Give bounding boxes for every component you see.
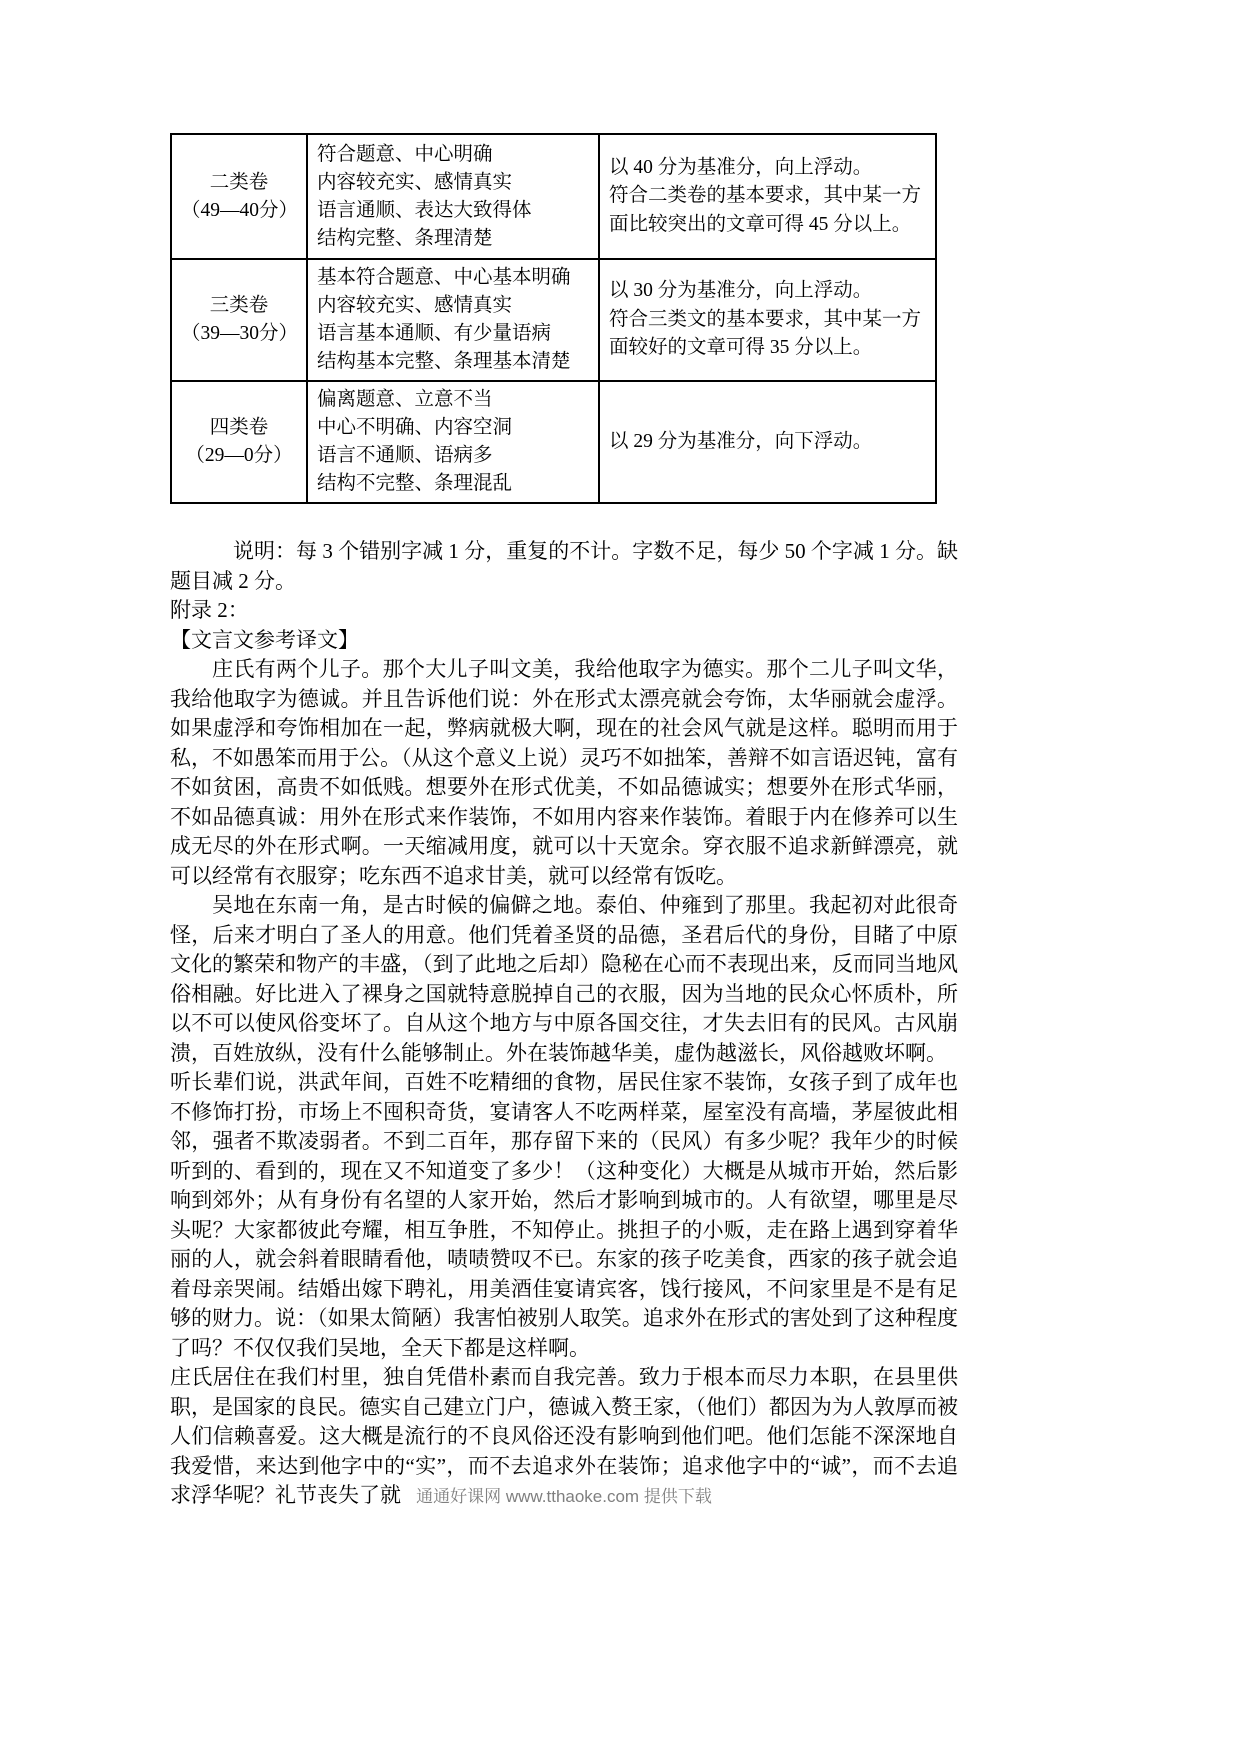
grade-cell xyxy=(171,381,307,503)
table-row-grade4 xyxy=(171,381,936,503)
translation-paragraph-4: 庄氏居住在我们村里，独自凭借朴素而自我完善。致力于根本而尽力本职，在县里供职，是国家的良民。德实自己建立门户，德诚入赘王家，（他们）都因为为人敦厚而被人们信赖喜爱。这大概是流行的不良风俗还没有影响到他们吧。他们怎能不深深地自我爱惜，来达到他字中的“实”，而不去追求外在装饰；追求他字中的“诚”，而不去追求浮华呢？礼节丧失了就 xyxy=(170,1365,958,1507)
scoring-cell xyxy=(599,259,936,381)
scoring-line: 以 30 分为基准分，向上浮动。 xyxy=(609,280,873,302)
translation-paragraph-2: 吴地在东南一角，是古时候的偏僻之地。泰伯、仲雍到了那里。我起初对此很奇怪，后来才明白了圣人的用意。他们凭着圣贤的品德，圣君后代的身份，目睹了中原文化的繁荣和物产的丰盛，（到了此地之后却）隐秘在心而不表现出来，反而同当地风俗相融。好比进入了裸身之国就特意脱掉自己的衣服，因为当地的民众心怀质朴，所以不可以使风俗变坏了。自从这个地方与中原各国交往，才失去旧有的民风。古风崩溃，百姓放纵，没有什么能够制止。外在装饰越华美，虚伪越滋长，风俗越败坏啊。 xyxy=(170,893,958,1065)
grading-rubric-table xyxy=(170,133,937,504)
scoring-line: 以 29 分为基准分，向下浮动。 xyxy=(609,430,873,452)
translation-paragraph-3: 听长辈们说，洪武年间，百姓不吃精细的食物，居民住家不装饰，女孩子到了成年也不修饰打扮，市场上不囤积奇货，宴请客人不吃两样菜，屋室没有高墙，茅屋彼此相邻，强者不欺凌弱者。不到二百年，那存留下来的（民风）有多少呢？我年少的时候听到的、看到的，现在又不知道变了多少！（这种变化）大概是从城市开始，然后影响到郊外；从有身份有名望的人家开始，然后才影响到城市的。人有欲望，哪里是尽头呢？大家都彼此夸耀，相互争胜，不知停止。挑担子的小贩，走在路上遇到穿着华丽的人，就会斜着眼睛看他，啧啧赞叹不已。东家的孩子吃美食，西家的孩子就会追着母亲哭闹。结婚出嫁下聘礼，用美酒佳宴请宾客，饯行接风，不问家里是不是有足够的财力。说：（如果太简陋）我害怕被别人取笑。追求外在形式的害处到了这种程度了吗？不仅仅我们吴地，全天下都是这样啊。 xyxy=(170,1070,958,1360)
criteria-cell xyxy=(307,134,599,259)
table-row-grade2 xyxy=(171,134,936,259)
translation-paragraph-1: 庄氏有两个儿子。那个大儿子叫文美，我给他取字为德实。那个二儿子叫文华，我给他取字为德诚。并且告诉他们说：外在形式太漂亮就会夸饰，太华丽就会虚浮。如果虚浮和夸饰相加在一起，弊病就极大啊，现在的社会风气就是这样。聪明而用于私，不如愚笨而用于公。（从这个意义上说）灵巧不如拙笨，善辩不如言语迟钝，富有不如贫困，高贵不如低贱。想要外在形式优美，不如品德诚实；想要外在形式华丽，不如品德真诚：用外在形式来作装饰，不如用内容来作装饰。着眼于内在修养可以生成无尽的外在形式啊。一天缩减用度，就可以十天宽余。穿衣服不追求新鲜漂亮，就可以经常有衣服穿；吃东西不追求甘美，就可以经常有饭吃。 xyxy=(170,657,958,888)
criteria-line: 语言不通顺、语病多 xyxy=(317,445,493,466)
criteria-line: 偏离题意、立意不当 xyxy=(317,389,493,410)
criteria-line: 内容较充实、感情真实 xyxy=(317,171,513,193)
grade-name: 二类卷 xyxy=(209,171,269,193)
translation-heading: 【文言文参考译文】 xyxy=(170,627,359,652)
criteria-cell xyxy=(307,259,599,381)
grade-name: 四类卷 xyxy=(209,417,269,438)
criteria-line: 结构不完整、条理混乱 xyxy=(317,473,513,494)
criteria-cell xyxy=(307,381,599,503)
scoring-cell xyxy=(599,134,936,259)
criteria-line: 符合题意、中心明确 xyxy=(317,143,493,165)
table-row-grade3 xyxy=(171,259,936,381)
criteria-line: 结构基本完整、条理基本清楚 xyxy=(317,351,571,372)
scoring-cell xyxy=(599,381,936,503)
notes-paragraph: 说明：每 3 个错别字减 1 分，重复的不计。字数不足，每少 50 个字减 1 分。缺题目减 2 分。 xyxy=(170,539,958,593)
scoring-line: 符合二类卷的基本要求，其中某一方面比较突出的文章可得 45 分以上。 xyxy=(609,185,922,235)
criteria-line: 中心不明确、内容空洞 xyxy=(317,417,513,438)
scoring-line: 以 40 分为基准分，向上浮动。 xyxy=(609,156,873,178)
document-content xyxy=(170,133,958,1511)
appendix-label: 附录 2： xyxy=(170,598,249,622)
grade-range: （39—30分） xyxy=(181,323,299,344)
criteria-line: 内容较充实、感情真实 xyxy=(317,295,513,316)
grade-range: （49—40分） xyxy=(181,199,299,221)
grade-range: （29—0分） xyxy=(185,445,293,466)
grade-cell xyxy=(171,134,307,259)
criteria-line: 语言基本通顺、有少量语病 xyxy=(317,323,552,344)
grade-cell xyxy=(171,259,307,381)
criteria-line: 基本符合题意、中心基本明确 xyxy=(317,267,571,288)
criteria-line: 语言通顺、表达大致得体 xyxy=(317,199,532,221)
footer-watermark: 通通好课网 www.tthaoke.com 提供下载 xyxy=(416,1487,712,1506)
grade-name: 三类卷 xyxy=(209,295,269,316)
criteria-line: 结构完整、条理清楚 xyxy=(317,227,493,249)
scoring-line: 符合三类文的基本要求，其中某一方面较好的文章可得 35 分以上。 xyxy=(609,308,922,359)
